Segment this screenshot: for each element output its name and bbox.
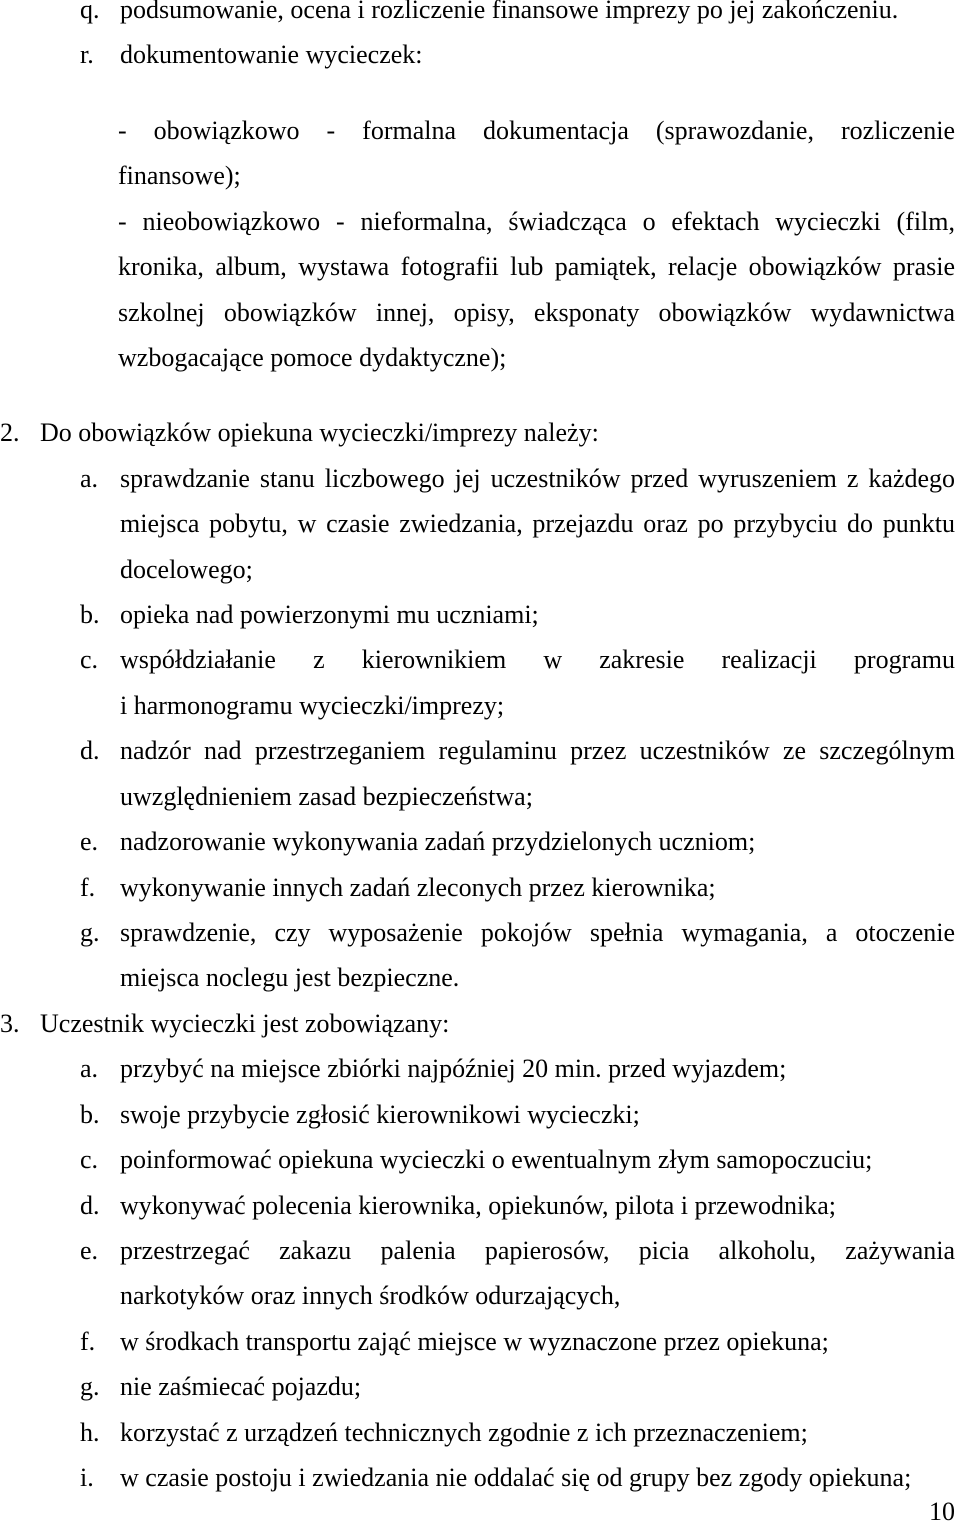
list-marker: c.: [80, 645, 99, 675]
list-item: [0, 1137, 960, 1182]
documentation-type-item: [118, 108, 955, 199]
list-item-text: [120, 637, 955, 728]
list-marker: g.: [80, 1372, 100, 1402]
text-line: współdziałanie z kierownikiem w zakresie realizacji programu: [120, 645, 955, 675]
list-marker: c.: [80, 1145, 99, 1175]
list-item: [0, 32, 960, 77]
documentation-type-item: [118, 199, 955, 381]
text-line: opieka nad powierzonymi mu uczniami;: [120, 600, 539, 630]
list-marker: e.: [80, 1235, 99, 1265]
text-line: finansowe);: [118, 161, 241, 191]
text-line: miejsca pobytu, w czasie zwiedzania, przejazdu oraz po przybyciu do punktu: [120, 509, 955, 539]
list-item-text: [120, 1092, 955, 1137]
list-marker: e.: [80, 827, 99, 857]
list-item: [0, 1183, 960, 1228]
text-line: sprawdzenie, czy wyposażenie pokojów spełnia wymagania, a otoczenie: [120, 918, 955, 948]
text-line: swoje przybycie zgłosić kierownikowi wycieczki;: [120, 1099, 640, 1129]
text-line: wykonywać polecenia kierownika, opiekunów, pilota i przewodnika;: [120, 1190, 836, 1220]
text-line: miejsca noclegu jest bezpieczne.: [120, 963, 460, 993]
text-line: przybyć na miejsce zbiórki najpóźniej 20 min. przed wyjazdem;: [120, 1054, 787, 1084]
list-item: [0, 637, 960, 728]
section-heading: Uczestnik wycieczki jest zobowiązany:: [40, 1008, 450, 1038]
numbered-section: [0, 1001, 960, 1501]
text-line: sprawdzanie stanu liczbowego jej uczestników przed wyruszeniem z każdego: [120, 463, 955, 493]
text-line: docelowego;: [120, 554, 253, 584]
text-line: dokumentowanie wycieczek:: [120, 40, 423, 70]
list-item-text: [120, 1319, 955, 1364]
list-marker: a.: [80, 463, 99, 493]
section-header: [0, 1001, 960, 1046]
list-marker: d.: [80, 1190, 100, 1220]
text-line: narkotyków oraz innych środków odurzających,: [120, 1281, 621, 1311]
list-item-text: [120, 1410, 955, 1455]
text-line: w czasie postoju i zwiedzania nie oddalać się od grupy bez zgody opiekuna;: [120, 1463, 912, 1493]
list-item: [0, 0, 960, 32]
text-line: korzystać z urządzeń technicznych zgodnie z ich przeznaczeniem;: [120, 1417, 808, 1447]
text-line: nie zaśmiecać pojazdu;: [120, 1372, 362, 1402]
list-item: [0, 910, 960, 1001]
list-marker: r.: [80, 40, 94, 70]
list-item-text: [120, 1455, 955, 1500]
list-marker: h.: [80, 1417, 100, 1447]
list-item-text: [120, 1364, 955, 1409]
numbered-section: [0, 410, 960, 1000]
list-marker: g.: [80, 918, 100, 948]
text-line: i harmonogramu wycieczki/imprezy;: [120, 690, 505, 720]
list-item: [0, 1319, 960, 1364]
text-line: wykonywanie innych zadań zleconych przez kierownika;: [120, 872, 716, 902]
list-item-text: [120, 592, 955, 637]
section-header: [0, 410, 960, 455]
list-item: [0, 1228, 960, 1319]
list-item: [0, 1364, 960, 1409]
list-marker: b.: [80, 1099, 100, 1129]
list-marker: f.: [80, 1326, 96, 1356]
section-heading: Do obowiązków opiekuna wycieczki/imprezy należy:: [40, 418, 599, 448]
list-item: [0, 456, 960, 592]
text-line: nadzór nad przestrzeganiem regulaminu przez uczestników ze szczególnym: [120, 736, 955, 766]
text-line: podsumowanie, ocena i rozliczenie finansowe imprezy po jej zakończeniu.: [120, 0, 899, 24]
text-line: poinformować opiekuna wycieczki o ewentualnym złym samopoczuciu;: [120, 1145, 873, 1175]
list-item: [0, 1092, 960, 1137]
list-item-text: [120, 456, 955, 592]
documentation-types: [118, 108, 955, 381]
list-item-text: [120, 910, 955, 1001]
text-line: uwzględnieniem zasad bezpieczeństwa;: [120, 781, 533, 811]
text-line: kronika, album, wystawa fotografii lub pamiątek, relacje obowiązków prasie: [118, 252, 955, 282]
text-line: nadzorowanie wykonywania zadań przydzielonych uczniom;: [120, 827, 756, 857]
list-item-text: [120, 1228, 955, 1319]
section-number: 2.: [0, 418, 20, 448]
text-line: - nieobowiązkowo - nieformalna, świadcząca o efektach wycieczki (film,: [118, 206, 955, 236]
list-item-text: [120, 0, 955, 32]
list-marker: q.: [80, 0, 100, 24]
text-line: szkolnej obowiązków innej, opisy, eksponaty obowiązków wydawnictwa: [118, 297, 955, 327]
list-item: [0, 1046, 960, 1091]
list-marker: b.: [80, 600, 100, 630]
list-item-text: [120, 1046, 955, 1091]
list-marker: i.: [80, 1463, 94, 1493]
text-line: - obowiązkowo - formalna dokumentacja (sprawozdanie, rozliczenie: [118, 115, 955, 145]
list-marker: a.: [80, 1054, 99, 1084]
text-line: przestrzegać zakazu palenia papierosów, picia alkoholu, zażywania: [120, 1235, 955, 1265]
section-number: 3.: [0, 1008, 20, 1038]
text-line: wzbogacające pomoce dydaktyczne);: [118, 342, 507, 372]
list-item: [0, 1455, 960, 1500]
list-item-text: [120, 728, 955, 819]
list-item: [0, 1410, 960, 1455]
list-item: [0, 728, 960, 819]
list-marker: f.: [80, 872, 96, 902]
list-item: [0, 592, 960, 637]
list-item-text: [120, 865, 955, 910]
list-item-text: [120, 1183, 955, 1228]
text-line: w środkach transportu zająć miejsce w wyznaczone przez opiekuna;: [120, 1326, 829, 1356]
list-item: [0, 865, 960, 910]
list-item: [0, 819, 960, 864]
list-item-text: [120, 32, 955, 77]
list-marker: d.: [80, 736, 100, 766]
list-item-text: [120, 819, 955, 864]
list-item-text: [120, 1137, 955, 1182]
page-number: 10: [929, 1497, 955, 1526]
